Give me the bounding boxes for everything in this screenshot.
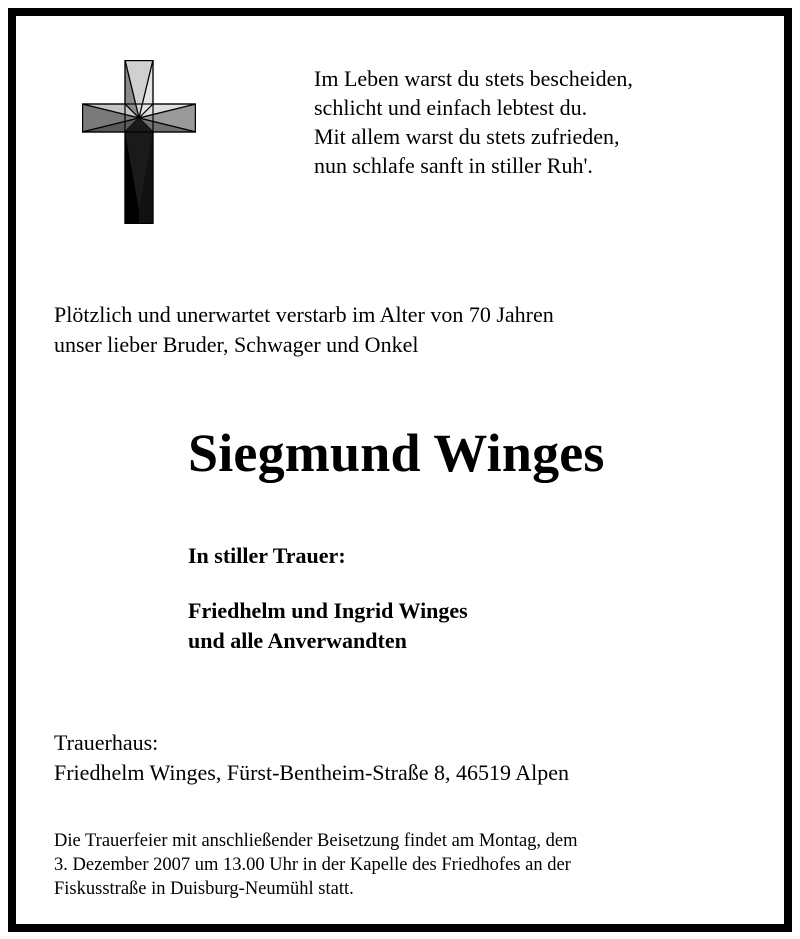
mourner-line: und alle Anverwandten: [188, 628, 407, 653]
service-info: [54, 829, 578, 901]
intro-line: unser lieber Bruder, Schwager und Onkel: [54, 332, 419, 357]
mourning-label: In stiller Trauer:: [188, 543, 346, 568]
poem-line: schlicht und einfach lebtest du.: [314, 95, 588, 120]
cross-icon: [82, 60, 196, 224]
service-line: 3. Dezember 2007 um 13.00 Uhr in der Kapelle des Friedhofes an der: [54, 855, 571, 875]
mourning-house-label: Trauerhaus:: [54, 730, 159, 755]
mourning-house-address: Friedhelm Winges, Fürst-Bentheim-Straße 8, 46519 Alpen: [54, 760, 570, 785]
poem: [314, 64, 633, 180]
poem-line: nun schlafe sanft in stiller Ruh'.: [314, 153, 593, 178]
mourners: [188, 596, 468, 656]
poem-line: Mit allem warst du stets zufrieden,: [314, 124, 620, 149]
mourner-line: Friedhelm und Ingrid Winges: [188, 598, 468, 623]
service-line: Die Trauerfeier mit anschließender Beisetzung findet am Montag, dem: [54, 831, 578, 851]
intro-line: Plötzlich und unerwartet verstarb im Alter von 70 Jahren: [54, 302, 554, 327]
service-line: Fiskusstraße in Duisburg-Neumühl statt.: [54, 879, 354, 899]
intro-text: [54, 300, 554, 360]
deceased-name: Siegmund Winges: [188, 423, 605, 483]
poem-line: Im Leben warst du stets bescheiden,: [314, 66, 633, 91]
mourning-house: [54, 728, 569, 788]
death-notice: [8, 8, 792, 932]
